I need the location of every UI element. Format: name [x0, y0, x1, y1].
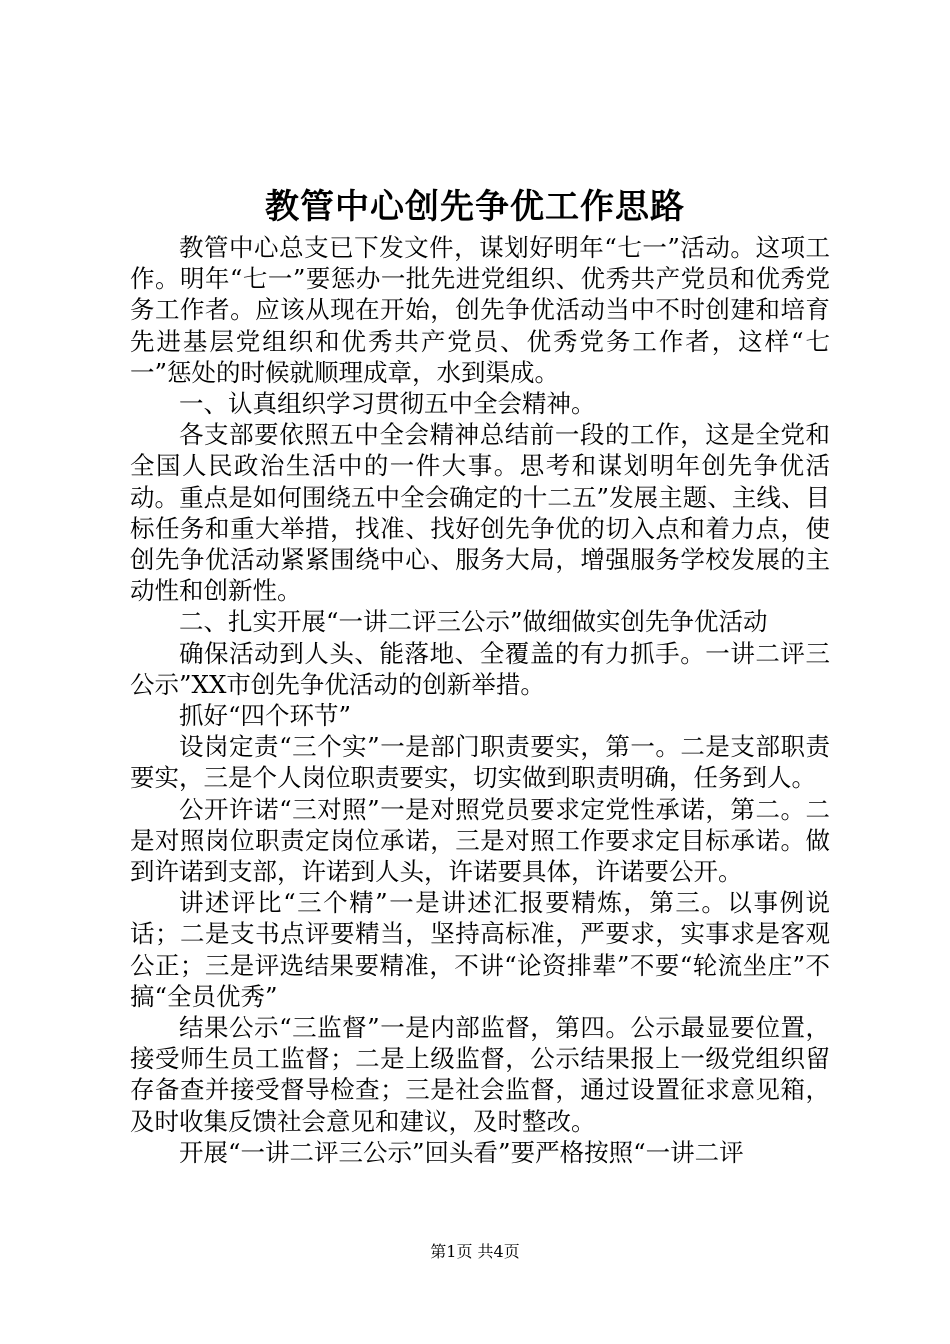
paragraph-section-1: 各支部要依照五中全会精神总结前一段的工作，这是全党和全国人民政治生活中的一件大事。思考和谋划明年创先争优活动。重点是如何围绕五中全会确定的十二五”发展主题、主线、目标任务和重大举措，找准、找好创先争优的切入点和着力点，使创先争优活动紧紧围绕中心、服务大局，增强服务学校发展的主动性和创新性。 [130, 420, 830, 606]
document-body [130, 232, 830, 1168]
heading-four-links: 抓好“四个环节” [179, 701, 352, 731]
paragraph-section-2: 确保活动到人头、能落地、全覆盖的有力抓手。一讲二评三公示”XX市创先争优活动的创新举措。 [130, 638, 830, 699]
paragraph-link-1: 设岗定责“三个实”一是部门职责要实，第一。二是支部职责要实，三是个人岗位职责要实，切实做到职责明确，任务到人。 [130, 732, 830, 793]
page-footer: 第1页 共4页 [430, 1242, 520, 1261]
paragraph-review: 开展“一讲二评三公示”回头看”要严格按照“一讲二评 [179, 1137, 744, 1167]
paragraph-link-3: 讲述评比“三个精”一是讲述汇报要精炼，第三。以事例说话；二是支书点评要精当，坚持高标准，严要求，实事求是客观公正；三是评选结果要精准，不讲“论资排辈”不要“轮流坐庄”不搞“全员优秀” [130, 888, 830, 1011]
paragraph-intro: 教管中心总支已下发文件，谋划好明年“七一”活动。这项工作。明年“七一”要惩办一批先进党组织、优秀共产党员和优秀党务工作者。应该从现在开始，创先争优活动当中不时创建和培育先进基层党组织和优秀共产党员、优秀党务工作者，这样“七一”惩处的时候就顺理成章，水到渠成。 [130, 233, 830, 387]
paragraph-link-2: 公开许诺“三对照”一是对照党员要求定党性承诺，第二。二是对照岗位职责定岗位承诺，三是对照工作要求定目标承诺。做到许诺到支部，许诺到人头，许诺要具体，许诺要公开。 [130, 794, 830, 887]
document-title: 教管中心创先争优工作思路 [265, 187, 685, 227]
heading-section-1: 一、认真组织学习贯彻五中全会精神。 [179, 389, 596, 419]
paragraph-link-4: 结果公示“三监督”一是内部监督，第四。公示最显要位置，接受师生员工监督；二是上级监督，公示结果报上一级党组织留存备查并接受督导检查；三是社会监督，通过设置征求意见箱，及时收集反馈社会意见和建议，及时整改。 [130, 1013, 830, 1136]
heading-section-2: 二、扎实开展“一讲二评三公示”做细做实创先争优活动 [179, 607, 768, 637]
